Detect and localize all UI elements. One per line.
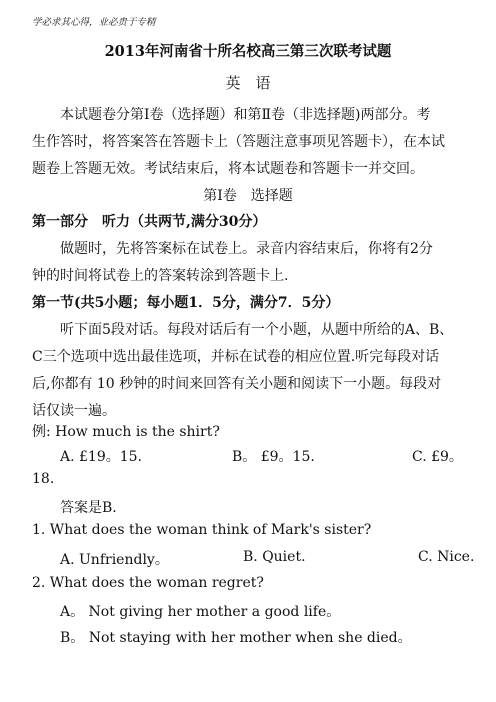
header-note: 学必求其心得，业必贵于专精 bbox=[32, 17, 156, 28]
example-option-a: A. £19。15. bbox=[60, 449, 142, 465]
part1-line-1: 做题时，先将答案标在试卷上。录音内容结束后，你将有2分 bbox=[60, 241, 433, 257]
question-1-option-b: B. Quiet. bbox=[243, 549, 306, 565]
section1-line-2: C三个选项中选出最佳选项，并标在试卷的相应位置.听完每段对话 bbox=[32, 349, 440, 365]
question-1-option-a: A. Unfriendly。 bbox=[60, 552, 169, 568]
question-1-option-c: C. Nice. bbox=[418, 549, 475, 565]
subject-title: 英 语 bbox=[225, 74, 271, 92]
section1-line-4: 话仅读一遍。 bbox=[32, 403, 116, 419]
intro-line-3: 题卷上答题无效。考试结束后，将本试题卷和答题卡一并交回。 bbox=[32, 161, 424, 177]
volume-title: 第Ⅰ卷 选择题 bbox=[203, 188, 293, 204]
section1-title: 第一节(共5小题；每小题1．5分，满分7．5分） bbox=[32, 295, 340, 311]
exam-title: 2013年河南省十所名校高三第三次联考试题 bbox=[104, 43, 392, 60]
question-1-text: 1. What does the woman think of Mark's sister? bbox=[32, 522, 372, 538]
example-option-c-wrap: 18. bbox=[32, 471, 55, 487]
intro-line-2: 生作答时，将答案答在答题卡上（答题注意事项见答题卡），在本试 bbox=[32, 134, 445, 150]
example-answer: 答案是B. bbox=[60, 500, 117, 516]
example-option-c: C. £9。 bbox=[412, 449, 463, 465]
section1-line-1: 听下面5段对话。每段对话后有一个小题，从题中所给的A、B、 bbox=[60, 322, 454, 338]
example-option-b: B。 £9。15. bbox=[232, 449, 315, 465]
question-2-text: 2. What does the woman regret? bbox=[32, 575, 264, 591]
example-question: 例: How much is the shirt? bbox=[32, 424, 220, 440]
part1-title: 第一部分 听力（共两节,满分30分） bbox=[32, 214, 267, 230]
section1-line-3: 后,你都有 10 秒钟的时间来回答有关小题和阅读下一小题。每段对 bbox=[32, 376, 442, 392]
question-2-option-b: B。 Not staying with her mother when she died。 bbox=[60, 630, 412, 646]
part1-line-2: 钟的时间将试卷上的答案转涂到答题卡上. bbox=[32, 268, 289, 284]
intro-line-1: 本试题卷分第Ⅰ卷（选择题）和第Ⅱ卷（非选择题)两部分。考 bbox=[60, 107, 431, 123]
question-2-option-a: A。 Not giving her mother a good life。 bbox=[60, 604, 341, 620]
